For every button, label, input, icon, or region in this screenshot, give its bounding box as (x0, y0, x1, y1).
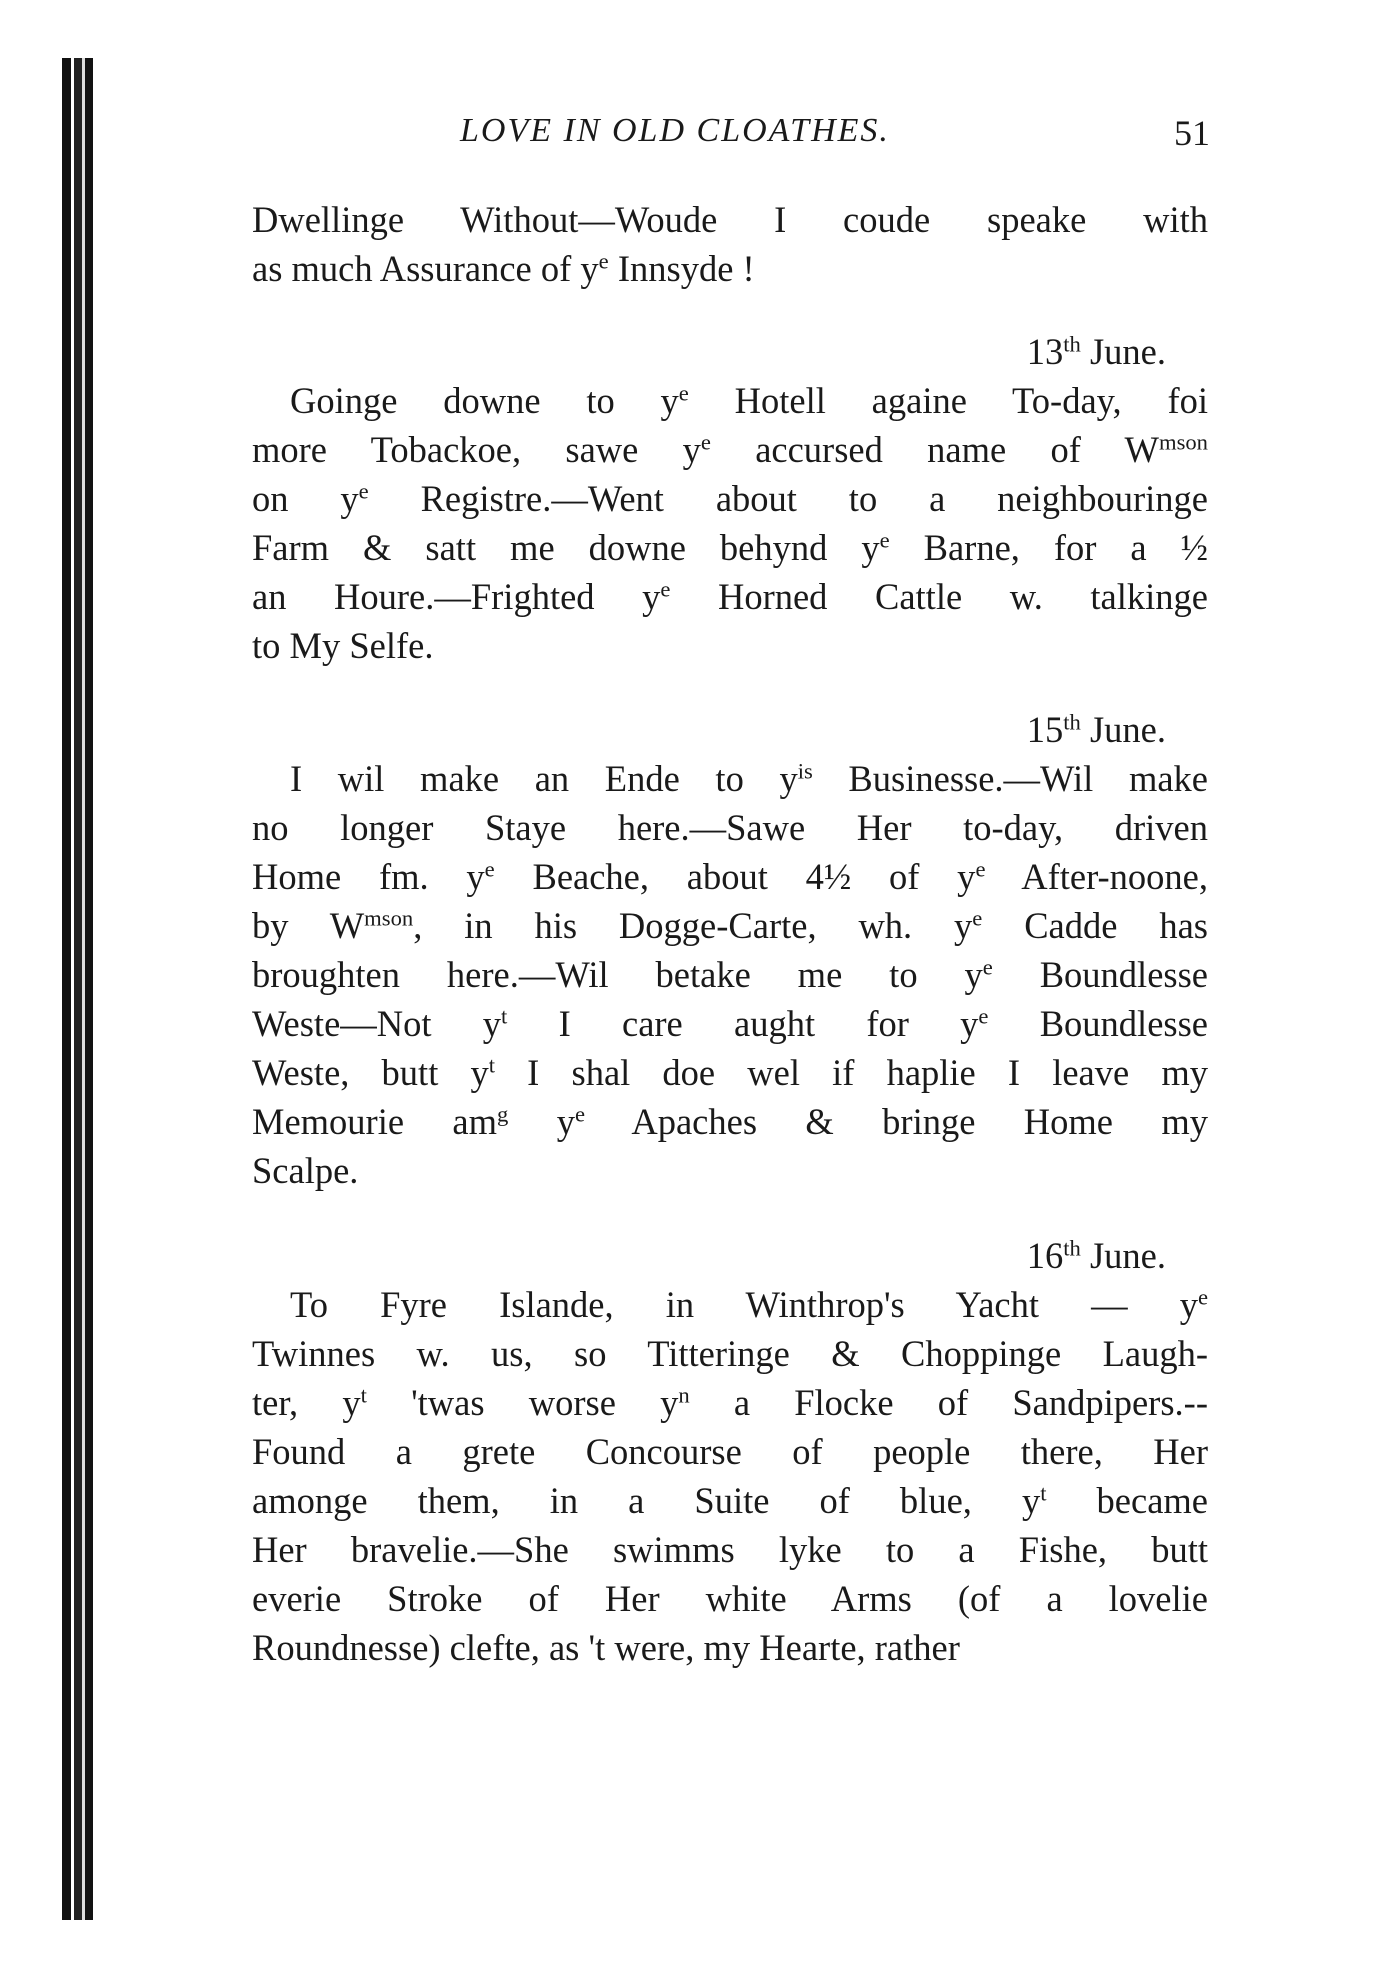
block-gap (252, 293, 1208, 327)
text-line: Weste—Not $y^t$ I care aught for $y^e$ Boundlesse (252, 1003, 1209, 1044)
text-line: Dwellinge Without—Woude I coude speake with (252, 199, 1208, 240)
diary-paragraph (252, 1280, 1208, 1672)
text-line: Scalpe. (252, 1150, 359, 1191)
text-line: ter, $y^t$ 'twas worse $y^n$ a Flocke of Sandpipers.-- (252, 1382, 1208, 1423)
text-line: by $W^{mson}$, in his Dogge-Carte, wh. $y^e$ Cadde has (252, 905, 1208, 946)
diary-paragraph (252, 376, 1208, 670)
diary-paragraph (252, 754, 1208, 1195)
text-line: broughten here.—Wil betake me to $y^e$ Boundlesse (252, 954, 1209, 995)
running-title: LOVE IN OLD CLOATHES. (460, 112, 890, 149)
text-line: Twinnes w. us, so Titteringe & Choppinge Laugh- (252, 1333, 1208, 1374)
text-line: no longer Staye here.—Sawe Her to-day, driven (252, 807, 1208, 848)
page-number: 51 (1174, 113, 1210, 153)
text-line: amonge them, in a Suite of blue, $y^t$ became (252, 1480, 1208, 1521)
text-line: Weste, butt $y^t$ I shal doe wel if haplie I leave my (252, 1052, 1208, 1093)
text-line: an Houre.—Frighted $y^e$ Horned Cattle w. talkinge (252, 576, 1208, 617)
text-line: Roundnesse) clefte, as 't were, my Hearte, rather (252, 1627, 960, 1668)
entry-date: 13th June. (1026, 331, 1166, 372)
text-line: on $y^e$ Registre.—Went about to a neighbouringe (252, 478, 1209, 519)
text-line: to My Selfe. (252, 625, 434, 666)
text-line: Her bravelie.—She swimms lyke to a Fishe, butt (252, 1529, 1208, 1570)
text-line: Home fm. $y^e$ Beache, about 4½ of $y^e$ After-noone, (252, 856, 1208, 897)
text-line: I wil make an Ende to $y^{is}$ Businesse.—Wil make (290, 758, 1208, 799)
block-gap (252, 1195, 1208, 1231)
diary-paragraph (252, 195, 1208, 293)
running-head (250, 112, 1220, 164)
entry-date: 15th June. (1026, 709, 1166, 750)
text-line: Memourie $am^g$ $y^e$ Apaches & bringe Home my (252, 1101, 1208, 1142)
text-line: everie Stroke of Her white Arms (of a lovelie (252, 1578, 1208, 1619)
diary-text (252, 195, 1208, 1672)
text-line: Farm & satt me downe behynd $y^e$ Barne, for a ½ (252, 527, 1208, 568)
text-line: Goinge downe to $y^e$ Hotell againe To-day, foi (290, 380, 1208, 421)
text-line: Found a grete Concourse of people there, Her (252, 1431, 1208, 1472)
text-line: as much Assurance of $y^e$ Innsyde ! (252, 248, 755, 289)
entry-date: 16th June. (1026, 1235, 1166, 1276)
block-gap (252, 670, 1208, 705)
text-line: To Fyre Islande, in Winthrop's Yacht — $y^e$ (290, 1284, 1208, 1325)
book-binding-edge (62, 58, 96, 1920)
text-line: more Tobackoe, sawe $y^e$ accursed name of $W^{mson}$ (252, 429, 1208, 470)
